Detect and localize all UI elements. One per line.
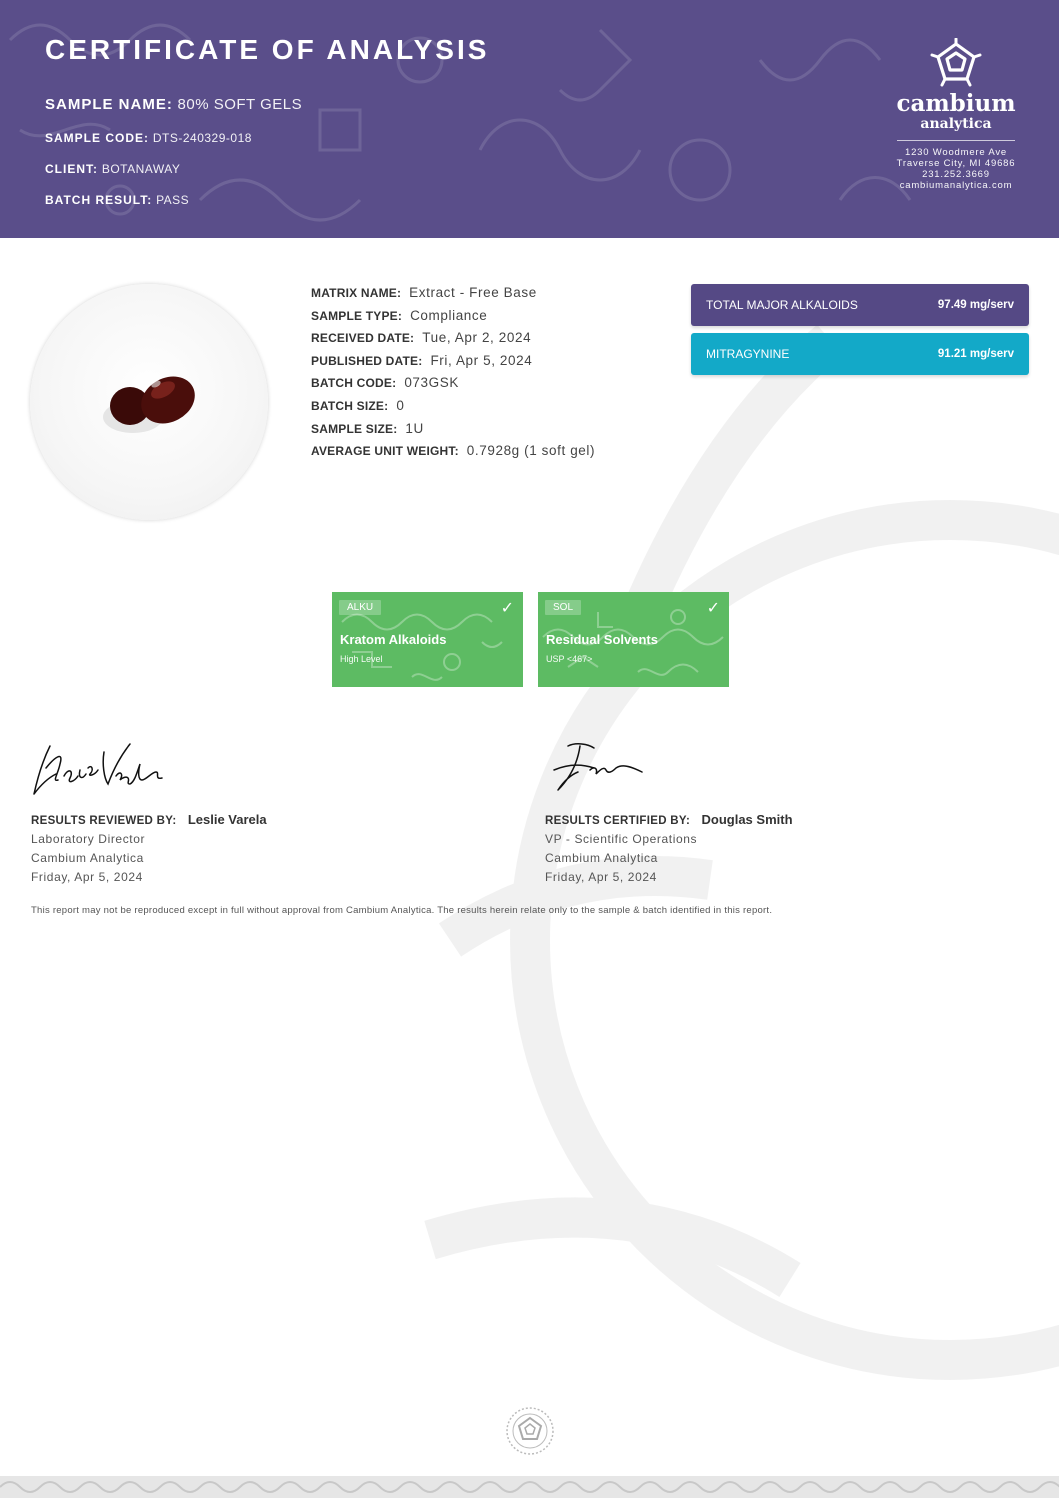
client-line [45,162,180,176]
test-title: Kratom Alkaloids [340,632,447,647]
detail-row-sample-size [311,421,595,444]
detail-label: BATCH SIZE: [311,398,389,413]
detail-value: Fri, Apr 5, 2024 [430,352,533,368]
reviewer-company: Cambium Analytica [31,851,144,865]
seal-icon [504,1405,556,1457]
client-label: CLIENT: [45,162,98,176]
detail-row-received-date [311,330,595,353]
disclaimer-text: This report may not be reproduced except in full without approval from Cambium Analytica. The results herein relate only to the sample & batch identified in this report. [31,905,773,916]
reviewer-date: Friday, Apr 5, 2024 [31,870,143,884]
reviewer-label: RESULTS REVIEWED BY: [31,815,177,827]
detail-value: Extract - Free Base [409,285,537,300]
brand-subname: analytica [920,116,992,132]
certifier-name: Douglas Smith [701,812,793,827]
sample-details [311,285,595,466]
brand-block [888,38,1024,191]
report-header [0,0,1059,238]
client-value: BOTANAWAY [101,162,181,176]
soft-gel-capsules-image [30,284,268,520]
detail-row-batch-size [311,398,595,421]
sample-name-label: SAMPLE NAME: [45,96,173,113]
detail-label: RECEIVED DATE: [311,331,415,346]
detail-value: 0 [396,397,405,413]
test-title: Residual Solvents [546,632,658,647]
batch-result-label: BATCH RESULT: [45,193,153,207]
detail-row-sample-type [311,308,595,331]
detail-row-published-date [311,353,595,376]
detail-value: 0.7928g (1 soft gel) [466,443,596,459]
sample-code-label: SAMPLE CODE: [45,131,150,145]
result-value: 91.21 mg/serv [937,348,1014,360]
checkmark-icon: ✓ [500,600,514,617]
certifier-heading [545,812,793,827]
reviewer-heading [31,812,267,827]
test-code-badge: SOL [545,600,581,615]
footer-pattern-band [0,1476,1059,1498]
result-label: TOTAL MAJOR ALKALOIDS [706,298,858,312]
reviewer-signature [30,738,165,800]
brand-phone: 231.252.3669 [922,169,990,180]
detail-value: 073GSK [404,375,459,391]
detail-row-average-unit-weight [311,443,595,466]
test-code-badge: ALKU [339,600,381,615]
detail-label: BATCH CODE: [311,376,397,391]
test-tile-residual-solvents[interactable] [538,592,729,687]
certifier-date: Friday, Apr 5, 2024 [545,870,657,884]
detail-label: SAMPLE SIZE: [311,421,398,436]
result-mitragynine [691,333,1029,375]
reviewer-block [31,812,267,884]
certifier-company: Cambium Analytica [545,851,658,865]
test-subtitle: High Level [340,654,383,664]
certifier-signature [550,740,650,795]
certifier-label: RESULTS CERTIFIED BY: [545,815,691,827]
footer-pattern [0,1476,1059,1498]
brand-website[interactable]: cambiumanalytica.com [899,180,1013,191]
detail-label: MATRIX NAME: [311,286,402,300]
result-total-major-alkaloids [691,284,1029,326]
detail-label: SAMPLE TYPE: [311,308,403,323]
detail-value: Tue, Apr 2, 2024 [422,330,532,346]
sample-code-value: DTS-240329-018 [152,131,252,145]
result-label: MITRAGYNINE [706,347,790,361]
brand-address-2: Traverse City, MI 49686 [896,158,1016,169]
detail-row-batch-code [311,375,595,398]
batch-result-line [45,193,189,207]
detail-value: Compliance [410,307,488,323]
certifier-title: VP - Scientific Operations [545,832,698,846]
brand-divider [897,140,1015,141]
brand-name: cambium [896,90,1016,117]
detail-label: AVERAGE UNIT WEIGHT: [311,444,459,459]
test-subtitle: USP <467> [546,654,593,664]
sample-code-line [45,131,252,145]
reviewer-title: Laboratory Director [31,832,146,846]
sample-name-value: 80% SOFT GELS [177,96,303,113]
product-photo [30,284,268,520]
document-title: CERTIFICATE OF ANALYSIS [45,34,490,65]
cambium-logo-icon [930,38,982,90]
reviewer-name: Leslie Varela [187,812,267,827]
detail-value: 1U [405,420,424,436]
brand-address-1: 1230 Woodmere Ave [905,147,1007,158]
detail-label: PUBLISHED DATE: [311,353,423,368]
result-value: 97.49 mg/serv [937,299,1014,311]
certifier-block [545,812,793,884]
detail-row-matrix-name [311,285,595,308]
checkmark-icon: ✓ [706,600,720,617]
sample-name-line [45,96,302,113]
test-tile-kratom-alkaloids[interactable] [332,592,523,687]
batch-result-value: PASS [156,193,190,207]
